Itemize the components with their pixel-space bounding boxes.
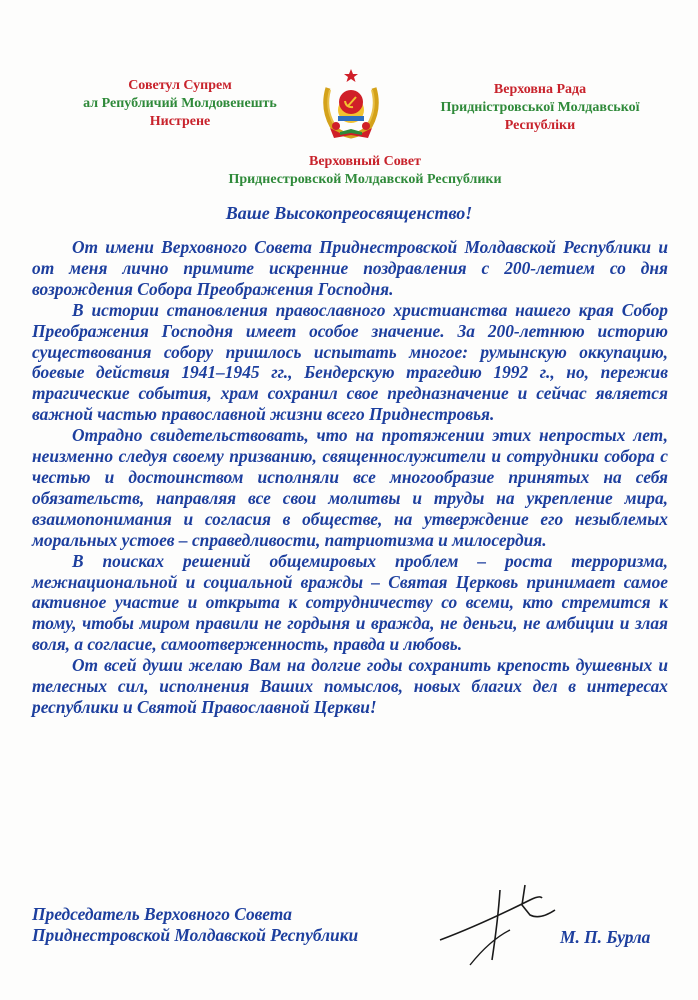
letter-body: [32, 237, 668, 718]
paragraph-4: В поисках решений общемировых проблем – роста терроризма, межнациональной и социальной вражды – Святая Церковь принимает самое активное участие и открыта к сотрудничеству со всеми, кто стремится к тому, чтобы миром правили не гордыня и вражда, не деньги, не амбиции и злая воля, а согласие, самоотверженность, правда и любовь.: [32, 550, 668, 655]
header-right-line1: Верховна Рада: [493, 82, 587, 97]
header-ukrainian: [430, 81, 650, 135]
paragraph-2: В истории становления православного христианства нашего края Собор Преображения Господня имеет особое значение. За 200-летнюю историю существования собору пришлось испытать многое: румынскую оккупацию, боевые действия 1941–1945 гг., Бендерскую трагедию 1992 г., но, пережив трагические события, храм сохранил свое предназначение и сейчас является важной частью православной жизни всего Приднестровья.: [32, 299, 668, 425]
header-left-line1: Советул Супрем: [128, 78, 232, 93]
paragraph-5: От всей души желаю Вам на долгие годы сохранить крепость душевных и телесных сил, исполнения Ваших помыслов, новых благих дел в интересах республики и Святой Православной Церкви!: [32, 655, 668, 717]
header-left-line2: ал Републичий Молдовенешть: [83, 96, 277, 111]
coat-of-arms-icon: [318, 68, 384, 140]
signatory-title: [32, 904, 358, 946]
salutation: Ваше Высокопреосвященство!: [225, 203, 473, 223]
header-left-line3: Нистрене: [149, 114, 211, 129]
header-moldovan: [70, 77, 290, 131]
signatory-name: М. П. Бурла: [560, 927, 651, 947]
paragraph-1: От имени Верховного Совета Приднестровской Молдавской Республики и от меня лично примите искренние поздравления с 200-летием со дня возрождения Собора Преображения Господня.: [32, 237, 668, 299]
signatory-title-line1: Председатель Верховного Совета: [32, 904, 292, 924]
paragraph-3: Отрадно свидетельствовать, что на протяжении этих непростых лет, неизменно следуя своему призванию, священнослужители и сотрудники собора с честью и достоинством исполняли все многообразие принятых на себя обязательств, направляя все свои молитвы и труды на укрепление мира, взаимопонимания и согласия в обществе, на утверждение его незыблемых моральных устоев – справедливости, патриотизма и милосердия.: [32, 425, 668, 550]
header-center-line2: Приднестровской Молдавской Республики: [228, 172, 502, 187]
header-center-line1: Верховный Совет: [309, 154, 421, 169]
header-russian: [200, 153, 530, 189]
signatory-title-line2: Приднестровской Молдавской Республики: [32, 925, 359, 945]
header-right-line2: Придністровськоï Молдавськоï: [440, 100, 640, 115]
header-right-line3: Республіки: [504, 118, 576, 133]
handwritten-signature: [430, 880, 570, 970]
